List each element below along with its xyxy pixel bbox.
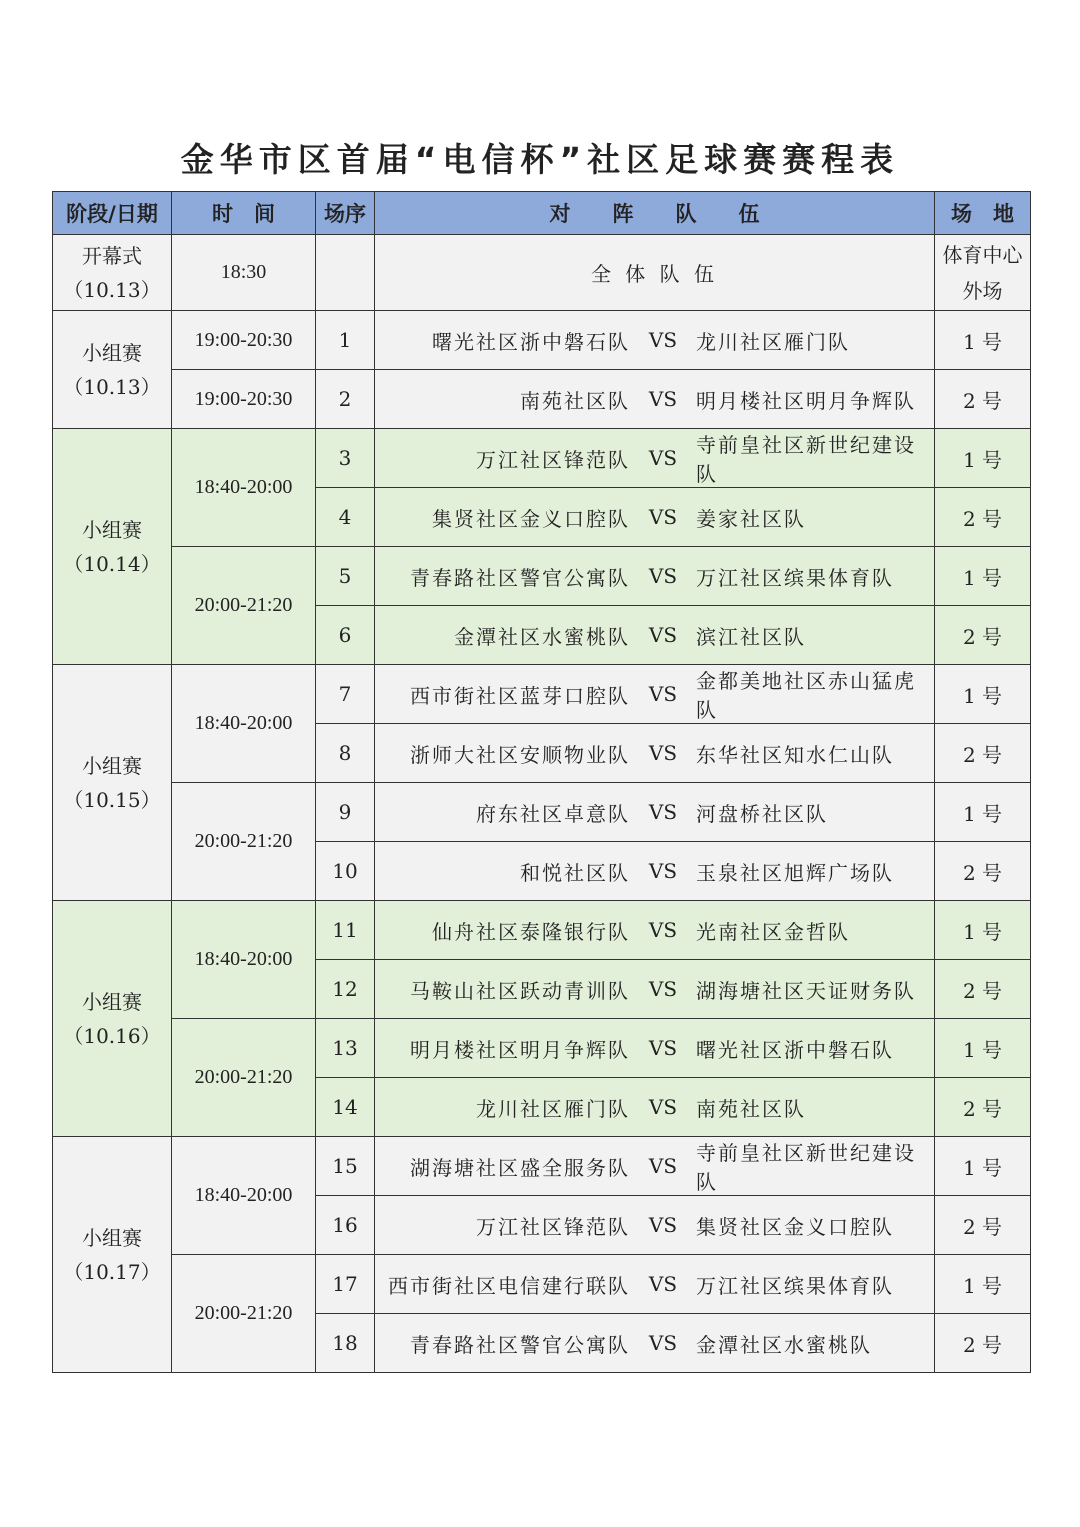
vs-label: VS bbox=[648, 918, 678, 942]
away-team: 姜家社区队 bbox=[696, 506, 806, 531]
venue-cell: 2 号 bbox=[935, 960, 1031, 1019]
table-row bbox=[53, 1019, 1031, 1078]
venue-cell: 2 号 bbox=[935, 842, 1031, 901]
match-no: 13 bbox=[316, 1019, 375, 1078]
match-cell bbox=[375, 842, 935, 901]
vs-label: VS bbox=[648, 1331, 678, 1355]
venue-cell: 1 号 bbox=[935, 1019, 1031, 1078]
home-team: 西市街社区蓝芽口腔队 bbox=[410, 683, 630, 708]
venue-cell: 1 号 bbox=[935, 547, 1031, 606]
opening-teams: 全 体 队 伍 bbox=[375, 235, 935, 311]
away-team: 金潭社区水蜜桃队 bbox=[696, 1332, 872, 1357]
away-team: 寺前皇社区新世纪建设队 bbox=[696, 1141, 916, 1194]
table-row bbox=[53, 783, 1031, 842]
opening-stage: 开幕式 bbox=[82, 243, 142, 268]
match-no: 9 bbox=[316, 783, 375, 842]
vs-label: VS bbox=[648, 977, 678, 1001]
away-team: 万江社区缤果体育队 bbox=[696, 565, 894, 590]
venue-cell: 1 号 bbox=[935, 901, 1031, 960]
match-no: 7 bbox=[316, 665, 375, 724]
match-cell bbox=[375, 488, 935, 547]
header-teams: 对 阵 队 伍 bbox=[375, 192, 935, 235]
venue-cell: 2 号 bbox=[935, 1196, 1031, 1255]
stage-cell bbox=[53, 901, 172, 1137]
away-team: 河盘桥社区队 bbox=[696, 801, 828, 826]
home-team: 西市街社区电信建行联队 bbox=[388, 1273, 630, 1298]
match-no: 2 bbox=[316, 370, 375, 429]
opening-stage-cell bbox=[53, 235, 172, 311]
table-row bbox=[53, 1255, 1031, 1314]
away-team: 南苑社区队 bbox=[696, 1096, 806, 1121]
header-venue: 场 地 bbox=[935, 192, 1031, 235]
time-cell: 18:40-20:00 bbox=[172, 1137, 316, 1255]
match-cell bbox=[375, 1019, 935, 1078]
home-team: 府东社区卓意队 bbox=[476, 801, 630, 826]
match-cell bbox=[375, 1196, 935, 1255]
match-cell bbox=[375, 1078, 935, 1137]
match-cell bbox=[375, 901, 935, 960]
stage-label: 小组赛 bbox=[82, 989, 142, 1014]
stage-date: （10.15） bbox=[63, 787, 161, 812]
venue-cell: 1 号 bbox=[935, 665, 1031, 724]
match-cell bbox=[375, 783, 935, 842]
match-no: 5 bbox=[316, 547, 375, 606]
away-team: 金都美地社区赤山猛虎队 bbox=[696, 669, 916, 722]
venue-cell: 1 号 bbox=[935, 311, 1031, 370]
time-cell: 20:00-21:20 bbox=[172, 1255, 316, 1373]
home-team: 浙师大社区安顺物业队 bbox=[410, 742, 630, 767]
table-row bbox=[53, 429, 1031, 488]
match-no: 11 bbox=[316, 901, 375, 960]
stage-label: 小组赛 bbox=[82, 340, 142, 365]
away-team: 玉泉社区旭辉广场队 bbox=[696, 860, 894, 885]
opening-date: （10.13） bbox=[63, 277, 161, 302]
stage-label: 小组赛 bbox=[82, 517, 142, 542]
match-cell bbox=[375, 547, 935, 606]
stage-label: 小组赛 bbox=[82, 1225, 142, 1250]
stage-cell bbox=[53, 665, 172, 901]
opening-row bbox=[53, 235, 1031, 311]
time-cell: 18:40-20:00 bbox=[172, 901, 316, 1019]
away-team: 东华社区知水仁山队 bbox=[696, 742, 894, 767]
home-team: 龙川社区雁门队 bbox=[476, 1096, 630, 1121]
table-row bbox=[53, 901, 1031, 960]
home-team: 万江社区锋范队 bbox=[476, 447, 630, 472]
match-cell bbox=[375, 1137, 935, 1196]
venue-cell: 1 号 bbox=[935, 1255, 1031, 1314]
match-no: 1 bbox=[316, 311, 375, 370]
vs-label: VS bbox=[648, 505, 678, 529]
away-team: 湖海塘社区天证财务队 bbox=[696, 978, 916, 1003]
stage-cell bbox=[53, 311, 172, 429]
header-stage-date: 阶段/日期 bbox=[53, 192, 172, 235]
home-team: 明月楼社区明月争辉队 bbox=[410, 1037, 630, 1062]
away-team: 光南社区金哲队 bbox=[696, 919, 850, 944]
home-team: 曙光社区浙中磐石队 bbox=[432, 329, 630, 354]
match-no: 4 bbox=[316, 488, 375, 547]
time-cell: 18:40-20:00 bbox=[172, 429, 316, 547]
match-no: 14 bbox=[316, 1078, 375, 1137]
away-team: 明月楼社区明月争辉队 bbox=[696, 388, 916, 413]
vs-label: VS bbox=[648, 387, 678, 411]
home-team: 青春路社区警官公寓队 bbox=[410, 565, 630, 590]
opening-venue-line1: 体育中心 bbox=[942, 242, 1023, 267]
away-team: 万江社区缤果体育队 bbox=[696, 1273, 894, 1298]
match-no: 18 bbox=[316, 1314, 375, 1373]
time-cell: 20:00-21:20 bbox=[172, 1019, 316, 1137]
away-team: 龙川社区雁门队 bbox=[696, 329, 850, 354]
match-no: 8 bbox=[316, 724, 375, 783]
stage-date: （10.16） bbox=[63, 1023, 161, 1048]
venue-cell: 2 号 bbox=[935, 724, 1031, 783]
home-team: 青春路社区警官公寓队 bbox=[410, 1332, 630, 1357]
header-match-no: 场序 bbox=[316, 192, 375, 235]
match-no: 16 bbox=[316, 1196, 375, 1255]
stage-label: 小组赛 bbox=[82, 753, 142, 778]
vs-label: VS bbox=[648, 1095, 678, 1119]
home-team: 金潭社区水蜜桃队 bbox=[454, 624, 630, 649]
home-team: 万江社区锋范队 bbox=[476, 1214, 630, 1239]
page-title: 金华市区首届“电信杯”社区足球赛赛程表 bbox=[180, 140, 900, 179]
venue-cell: 2 号 bbox=[935, 488, 1031, 547]
vs-label: VS bbox=[648, 1154, 678, 1178]
table-row bbox=[53, 547, 1031, 606]
match-cell bbox=[375, 370, 935, 429]
away-team: 曙光社区浙中磐石队 bbox=[696, 1037, 894, 1062]
opening-venue-line2: 外场 bbox=[962, 278, 1003, 303]
home-team: 湖海塘社区盛全服务队 bbox=[410, 1155, 630, 1180]
home-team: 集贤社区金义口腔队 bbox=[432, 506, 630, 531]
opening-match-no bbox=[316, 235, 375, 311]
match-cell bbox=[375, 606, 935, 665]
home-team: 南苑社区队 bbox=[520, 388, 630, 413]
match-no: 3 bbox=[316, 429, 375, 488]
home-team: 和悦社区队 bbox=[520, 860, 630, 885]
stage-date: （10.13） bbox=[63, 374, 161, 399]
opening-time: 18:30 bbox=[172, 235, 316, 311]
home-team: 仙舟社区泰隆银行队 bbox=[432, 919, 630, 944]
vs-label: VS bbox=[648, 1036, 678, 1060]
match-cell bbox=[375, 1255, 935, 1314]
match-cell bbox=[375, 960, 935, 1019]
vs-label: VS bbox=[648, 682, 678, 706]
away-team: 寺前皇社区新世纪建设队 bbox=[696, 433, 916, 486]
vs-label: VS bbox=[648, 564, 678, 588]
venue-cell: 2 号 bbox=[935, 1314, 1031, 1373]
match-cell bbox=[375, 665, 935, 724]
stage-date: （10.14） bbox=[63, 551, 161, 576]
home-team: 马鞍山社区跃动青训队 bbox=[410, 978, 630, 1003]
venue-cell: 2 号 bbox=[935, 370, 1031, 429]
vs-label: VS bbox=[648, 800, 678, 824]
table-header-row bbox=[53, 192, 1031, 235]
stage-date: （10.17） bbox=[63, 1259, 161, 1284]
table-row bbox=[53, 1137, 1031, 1196]
table-row bbox=[53, 311, 1031, 370]
header-time: 时 间 bbox=[172, 192, 316, 235]
venue-cell: 1 号 bbox=[935, 1137, 1031, 1196]
venue-cell: 1 号 bbox=[935, 429, 1031, 488]
match-no: 17 bbox=[316, 1255, 375, 1314]
time-cell: 19:00-20:30 bbox=[172, 370, 316, 429]
schedule-table bbox=[52, 191, 1031, 1373]
venue-cell: 2 号 bbox=[935, 606, 1031, 665]
vs-label: VS bbox=[648, 741, 678, 765]
time-cell: 20:00-21:20 bbox=[172, 783, 316, 901]
vs-label: VS bbox=[648, 1213, 678, 1237]
time-cell: 18:40-20:00 bbox=[172, 665, 316, 783]
vs-label: VS bbox=[648, 859, 678, 883]
vs-label: VS bbox=[648, 446, 678, 470]
away-team: 滨江社区队 bbox=[696, 624, 806, 649]
match-no: 10 bbox=[316, 842, 375, 901]
stage-cell bbox=[53, 429, 172, 665]
stage-cell bbox=[53, 1137, 172, 1373]
match-cell bbox=[375, 1314, 935, 1373]
table-row bbox=[53, 370, 1031, 429]
venue-cell: 2 号 bbox=[935, 1078, 1031, 1137]
match-cell bbox=[375, 311, 935, 370]
match-no: 12 bbox=[316, 960, 375, 1019]
away-team: 集贤社区金义口腔队 bbox=[696, 1214, 894, 1239]
table-row bbox=[53, 665, 1031, 724]
time-cell: 20:00-21:20 bbox=[172, 547, 316, 665]
venue-cell: 1 号 bbox=[935, 783, 1031, 842]
time-cell: 19:00-20:30 bbox=[172, 311, 316, 370]
match-cell bbox=[375, 429, 935, 488]
match-no: 6 bbox=[316, 606, 375, 665]
match-cell bbox=[375, 724, 935, 783]
vs-label: VS bbox=[648, 1272, 678, 1296]
vs-label: VS bbox=[648, 623, 678, 647]
opening-venue-cell bbox=[935, 235, 1031, 311]
vs-label: VS bbox=[648, 328, 678, 352]
match-no: 15 bbox=[316, 1137, 375, 1196]
